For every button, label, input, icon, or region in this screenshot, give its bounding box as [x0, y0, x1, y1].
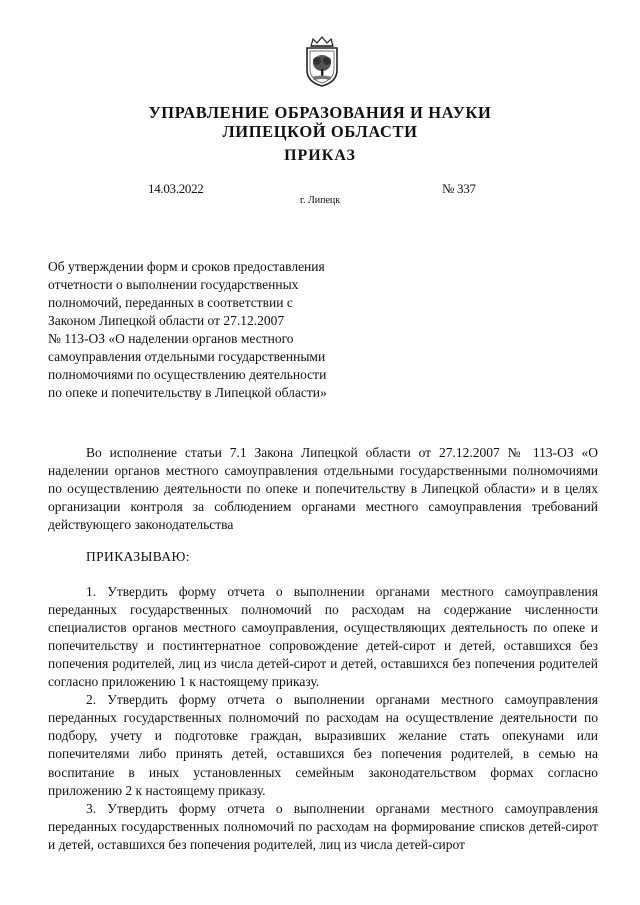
subject-line: Об утверждении форм и сроков предоставления	[48, 259, 325, 274]
order-item-1: 1. Утвердить форму отчета о выполнении органами местного самоуправления переданных государственных полномочий по расходам на содержание численности специалистов органов местного самоуправления, осуществляющих деятельность по опеке и попечительству и постинтернатное сопровождение детей-сирот и детей, оставшихся без попечения родителей, лиц из числа детей-сирот и детей, оставшихся без попечения родителей согласно приложению 1 к настоящему приказу.	[48, 583, 598, 690]
ordered-heading: ПРИКАЗЫВАЮ:	[86, 549, 190, 565]
order-body	[48, 444, 598, 854]
order-item-2: 2. Утвердить форму отчета о выполнении органами местного самоуправления переданных государственных полномочий по расходам на осуществление деятельности по подбору, учету и подготовке граждан, выразивших желание стать опекунами или попечителями либо принять детей, оставшихся без попечения родителей, в семью на воспитание в иных установленных семейным законодательством формах согласно приложению 2 к настоящему приказу.	[48, 692, 598, 798]
subject-line: по опеке и попечительству в Липецкой области»	[48, 385, 327, 400]
subject-line: Законом Липецкой области от 27.12.2007	[48, 313, 285, 328]
subject-line: полномочиями по осуществлению деятельности	[48, 367, 327, 382]
order-item-3: 3. Утвердить форму отчета о выполнении органами местного самоуправления переданных государственных полномочий по расходам на формирование списков детей-сирот и детей, оставшихся без попечения родителей, лиц из числа детей-сирот	[48, 800, 598, 852]
coat-of-arms-emblem	[302, 36, 342, 88]
document-number: № 337	[442, 181, 476, 196]
document-city: г. Липецк	[300, 195, 341, 206]
subject-line: полномочий, переданных в соответствии с	[48, 295, 293, 310]
subject-line: № 113-ОЗ «О наделении органов местного	[48, 331, 294, 346]
organization-name-line2: ЛИПЕЦКОЙ ОБЛАСТИ	[222, 122, 418, 141]
document-date: 14.03.2022	[148, 181, 204, 196]
document-type-title: ПРИКАЗ	[284, 147, 356, 164]
subject-line: отчетности о выполнении государственных	[48, 277, 299, 292]
subject-line: самоуправления отдельными государственными	[48, 349, 326, 364]
preamble-paragraph: Во исполнение статьи 7.1 Закона Липецкой области от 27.12.2007 № 113-ОЗ «О наделении органов местного самоуправления отдельными государственными полномочиями по осуществлению деятельности по опеке и попечительству в Липецкой области» и в целях организации контроля за соблюдением органами местного самоуправления требований действующего законодательства	[48, 445, 598, 533]
organization-name-line1: УПРАВЛЕНИЕ ОБРАЗОВАНИЯ И НАУКИ	[148, 103, 492, 122]
order-subject	[48, 258, 378, 402]
